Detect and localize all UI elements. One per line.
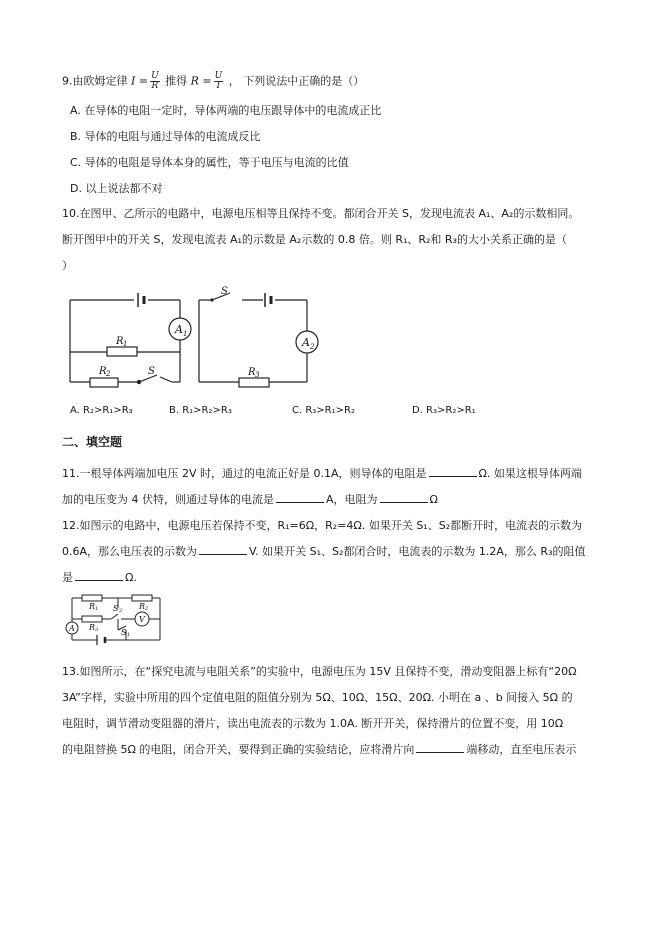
q9-formula1-fraction (150, 72, 160, 91)
q9-formula2-fraction (214, 72, 224, 91)
q12-r1-sub: 1 (95, 606, 99, 612)
switch-s-jia-label: S (148, 366, 155, 377)
q11-blank-current[interactable] (276, 492, 324, 503)
q12-r3-label: R (89, 623, 96, 632)
q9-formula2-den: I (216, 81, 221, 91)
resistor-r2 (90, 378, 118, 387)
q11-text-2b: A，电阻为 (326, 493, 378, 506)
q10-line1: 10.在图甲、乙所示的电路中，电源电压相等且保持不变。都闭合开关 S，发现电流表 A₁、A₂的示数相同。 (62, 207, 580, 220)
section-heading-fill-in: 二、填空题 (62, 435, 123, 449)
q11-line2 (62, 492, 438, 508)
q12-voltmeter-label: V (139, 615, 145, 624)
q10-choice-d: D. R₃>R₂>R₁ (412, 405, 476, 416)
q11-text-1b: Ω. 如果这根导体两端 (478, 467, 582, 480)
ammeter-a1-label: A (175, 323, 183, 336)
q11-blank-resistance2[interactable] (380, 492, 428, 503)
q13-text-4a: 的电阻替换 5Ω 的电阻，闭合开关，要得到正确的实验结论，应将滑片向 (62, 743, 415, 756)
q9-formula1-num: U (151, 71, 159, 81)
q10-circuit-diagrams (62, 286, 324, 398)
q9-option-d: D. 以上说法都不对 (70, 182, 163, 195)
switch-s-yi-pivot (210, 298, 213, 301)
q12-text-3b: Ω. (125, 571, 137, 584)
resistor-r2-sub: 2 (106, 370, 111, 378)
q12-text-2b: V. 如果开关 S₁、S₂都闭合时，电流表的示数为 1.2A，那么 R₃的阻值 (249, 545, 586, 558)
q12-line1: 12.如图示的电路中，电源电压若保持不变，R₁=6Ω，R₂=4Ω. 如果开关 S₁、S₂都断开时，电流表的示数为 (62, 519, 583, 532)
q13-line4 (62, 742, 576, 758)
resistor-r1 (107, 347, 137, 356)
q10-line2: 断开图甲中的开关 S，发现电流表 A₁的示数是 A₂示数的 0.8 倍。则 R₁、R₂和 R₃的大小关系正确的是（ (62, 233, 567, 246)
q12-ammeter-label: A (69, 624, 75, 633)
q11-line1 (62, 466, 582, 482)
q12-blank-voltage[interactable] (199, 544, 247, 555)
q11-text-2c: Ω (429, 493, 438, 506)
q13-blank-direction[interactable] (416, 742, 464, 753)
q9-formula2-num: U (214, 71, 223, 81)
q12-resistor-r2 (132, 595, 152, 601)
resistor-r2-label: R (99, 366, 107, 377)
q12-s2-sub: 2 (119, 608, 123, 614)
q12-circuit-diagram (62, 590, 170, 650)
q9-mid: 推得 (165, 74, 188, 88)
ammeter-a2-label: A (302, 336, 310, 349)
q10-line3: ） (62, 259, 73, 272)
resistor-r1-label: R (116, 336, 124, 347)
q13-line1: 13.如图所示，在“探究电流与电阻关系”的实验中，电源电压为 15V 且保持不变，滑动变阻器上标有“20Ω (62, 665, 577, 678)
q11-text-2a: 加的电压变为 4 伏特，则通过导体的电流是 (62, 493, 274, 506)
q9-formula2-lhs: R = (190, 74, 212, 88)
resistor-r3-label: R (248, 367, 256, 378)
q9-formula1-den: R (151, 81, 159, 91)
q13-line2: 3A”字样，实验中所用的四个定值电阻的阻值分别为 5Ω、10Ω、15Ω、20Ω. 小明在 a 、b 间接入 5Ω 的 (62, 691, 573, 704)
q9-prefix: 9.由欧姆定律 (62, 74, 128, 88)
resistor-r1-sub: 1 (123, 340, 128, 348)
resistor-r3 (239, 378, 269, 387)
resistor-r3-sub: 3 (255, 371, 260, 379)
switch-s-yi-label: S (221, 286, 228, 297)
q10-choice-c: C. R₃>R₁>R₂ (292, 405, 355, 416)
q12-r2-sub: 2 (145, 606, 149, 612)
q11-blank-resistance[interactable] (429, 466, 477, 477)
battery-jia (138, 293, 144, 307)
q12-resistor-r3 (82, 616, 102, 622)
q12-s2-label: S (113, 604, 119, 613)
ammeter-a1-sub: 1 (183, 330, 188, 338)
q12-r2-label: R (139, 602, 146, 611)
q12-blank-r3[interactable] (75, 570, 123, 581)
q12-line3 (62, 570, 137, 586)
q12-battery (97, 635, 105, 645)
q10-choice-b: B. R₁>R₂>R₃ (169, 405, 232, 416)
q9-option-b: B. 导体的电阻与通过导体的电流成反比 (70, 130, 261, 143)
q11-text-1a: 11.一根导体两端加电压 2V 时，通过的电流正好是 0.1A，则导体的电阻是 (62, 467, 427, 480)
ammeter-a2-sub: 2 (310, 343, 315, 351)
q12-s1-sub: 1 (127, 632, 131, 638)
q9-suffix: ， 下列说法中正确的是（） (228, 74, 365, 88)
q12-s1-label: S (121, 628, 127, 637)
q12-text-2a: 0.6A，那么电压表的示数为 (62, 545, 198, 558)
q12-resistor-r1 (82, 595, 102, 601)
q12-r3-sub: 3 (95, 627, 99, 633)
q9-option-c: C. 导体的电阻是导体本身的属性，等于电压与电流的比值 (70, 156, 349, 169)
q9-formula1-lhs: I = (131, 74, 149, 88)
q13-text-4b: 端移动，直至电压表示 (466, 743, 577, 756)
q9-option-a: A. 在导体的电阻一定时，导体两端的电压跟导体中的电流成正比 (70, 104, 382, 117)
q9-stem (62, 72, 364, 91)
q13-line3: 电阻时，调节滑动变阻器的滑片，读出电流表的示数为 1.0A. 断开开关，保持滑片的位置不变，用 10Ω (62, 717, 564, 730)
q12-line2 (62, 544, 585, 560)
q12-r1-label: R (89, 602, 96, 611)
battery-yi (265, 293, 271, 307)
q12-text-3a: 是 (62, 571, 73, 584)
q10-choice-a: A. R₂>R₁>R₃ (70, 405, 133, 416)
